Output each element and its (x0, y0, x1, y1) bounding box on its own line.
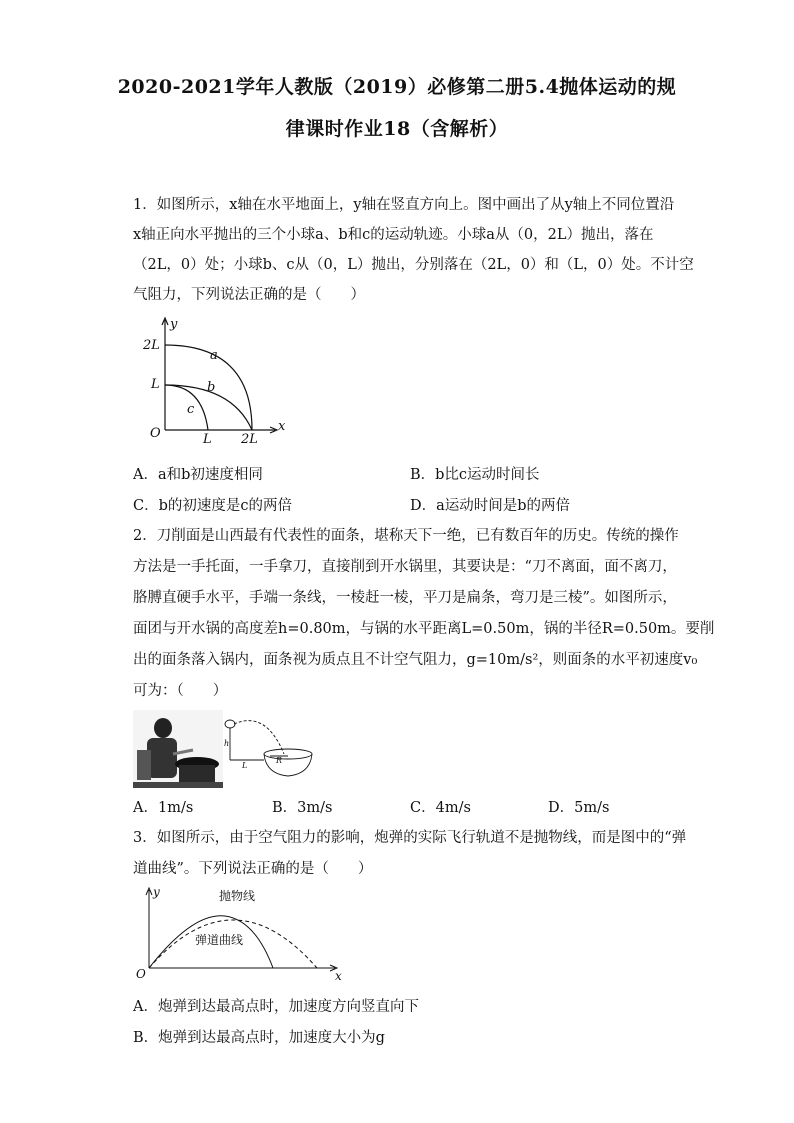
q2-text-line: 可为：（ ） (133, 683, 228, 699)
q1-text-line: （2L，0）处；小球b、c从（0，L）抛出，分别落在（2L，0）和（L，0）处。不计空 (133, 257, 694, 273)
q1-xtick-L: L (203, 432, 212, 447)
q1-option-c: C．b的初速度是c的两倍 (133, 498, 292, 514)
q2-option-a: A．1m/s (133, 800, 194, 816)
q1-text-line: 气阻力，下列说法正确的是（ ） (133, 287, 365, 303)
q2-text-line: 面团与开水锅的高度差h=0.80m，与锅的水平距离L=0.50m，锅的半径R=0.50m。要削 (133, 621, 715, 637)
q1-text-line: x轴正向水平抛出的三个小球a、b和c的运动轨迹。小球a从（0，2L）抛出，落在 (133, 227, 654, 243)
q2-geometry-figure (222, 716, 318, 786)
q2-label-R: R (276, 756, 283, 765)
q3-option-b: B．炮弹到达最高点时，加速度大小为g (133, 1030, 385, 1046)
q2-noodle-path (234, 721, 284, 754)
q2-label-h: h (224, 739, 230, 748)
q1-origin: O (150, 426, 161, 441)
q1-option-a: A．a和b初速度相同 (133, 467, 263, 483)
q3-origin: O (136, 967, 146, 981)
title-line-2: 律课时作业18（含解析） (285, 118, 509, 140)
q3-text-line: 道曲线”。下列说法正确的是（ ） (133, 861, 373, 877)
q1-label-b: b (207, 380, 216, 395)
q2-dough (225, 720, 235, 728)
q3-text-line: 3．如图所示，由于空气阻力的影响，炮弹的实际飞行轨道不是抛物线，而是图中的“弹 (133, 830, 687, 846)
q2-text-line: 2．刀削面是山西最有代表性的面条，堪称天下一绝，已有数百年的历史。传统的操作 (133, 528, 679, 544)
q1-tick-2L: 2L (143, 338, 160, 353)
q1-option-b: B．b比c运动时间长 (410, 467, 540, 483)
q3-ballistic-label: 弹道曲线 (195, 933, 244, 947)
q1-text-line: 1．如图所示，x轴在水平地面上，y轴在竖直方向上。图中画出了从y轴上不同位置沿 (133, 197, 675, 213)
q1-xtick-2L: 2L (241, 432, 258, 447)
q1-option-d: D．a运动时间是b的两倍 (410, 498, 571, 514)
q2-label-L: L (242, 761, 248, 770)
q1-trajectory-figure (140, 312, 290, 447)
q2-noodle-photo (133, 710, 223, 788)
q3-x-label: x (335, 969, 342, 982)
q2-text-line: 出的面条落入锅内，面条视为质点且不计空气阻力，g=10m/s²，则面条的水平初速度v₀ (133, 652, 698, 668)
q1-y-label: y (170, 317, 178, 332)
q2-text-line: 胳膊直硬手水平，手端一条线，一棱赶一棱，平刀是扁条，弯刀是三棱”。如图所示， (133, 590, 677, 606)
q3-y-label: y (153, 885, 160, 899)
title-line-1: 2020-2021学年人教版（2019）必修第二册5.4抛体运动的规 (117, 76, 677, 98)
q1-tick-L: L (151, 377, 160, 392)
q1-label-c: c (187, 402, 195, 417)
q3-parabola-label: 抛物线 (219, 889, 256, 903)
q1-x-label: x (278, 419, 286, 434)
q3-option-a: A．炮弹到达最高点时，加速度方向竖直向下 (133, 999, 419, 1015)
q2-option-c: C．4m/s (410, 800, 471, 816)
q3-ballistic-figure (133, 882, 345, 982)
q2-text-line: 方法是一手托面，一手拿刀，直接削到开水锅里，其要诀是：“刀不离面，面不离刀， (133, 559, 677, 575)
q2-pot-rim (264, 749, 312, 759)
q2-option-b: B．3m/s (272, 800, 333, 816)
q2-option-d: D．5m/s (548, 800, 610, 816)
q1-label-a: a (210, 348, 218, 363)
